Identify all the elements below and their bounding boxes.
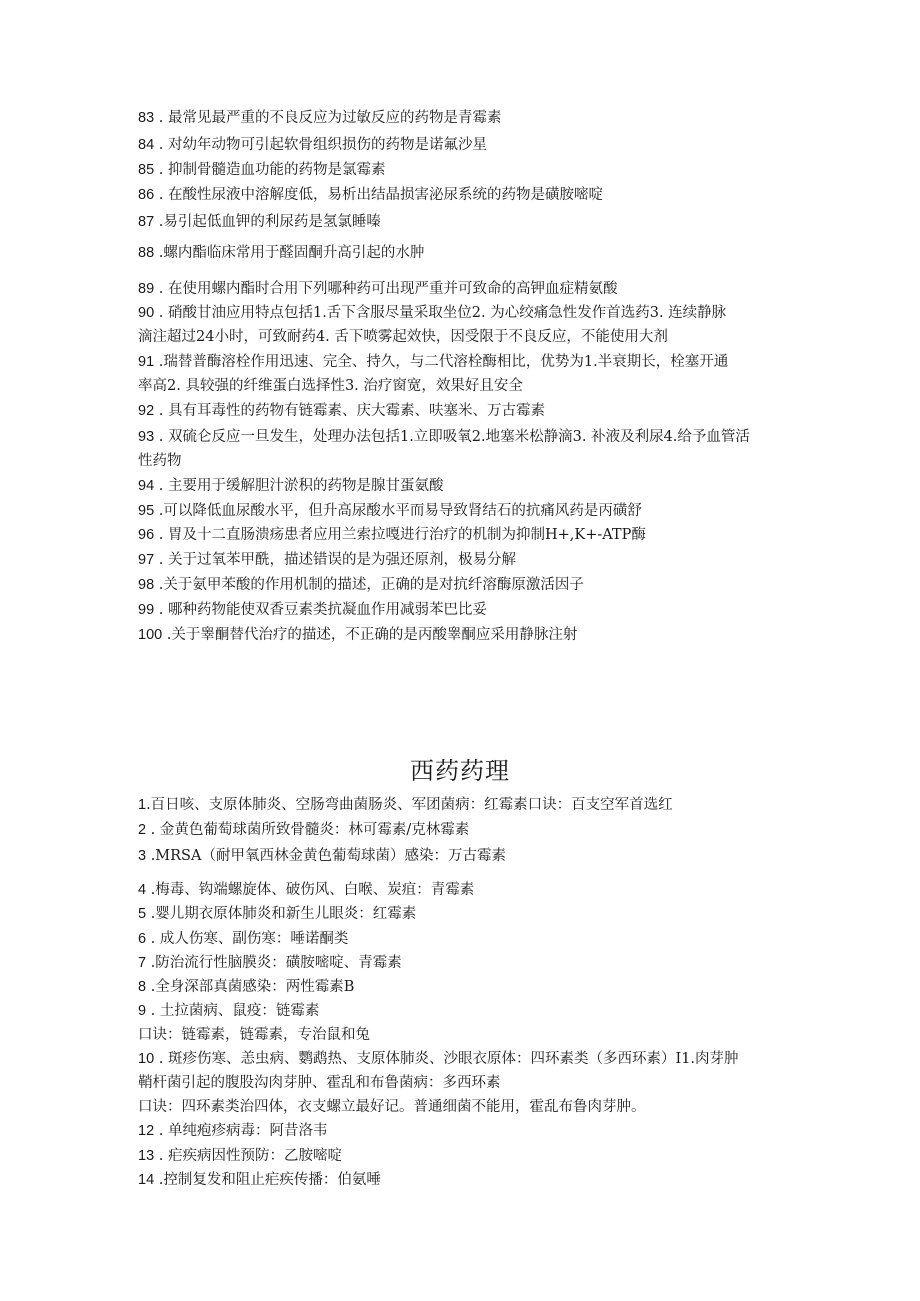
- item-number: 12: [138, 1123, 155, 1139]
- list-item: [138, 525, 646, 545]
- item-number: 1: [138, 797, 147, 813]
- item-number: 88: [138, 245, 155, 261]
- list-item: [138, 795, 673, 815]
- list-item-continuation: [138, 451, 182, 471]
- item-text: . 对幼年动物可引起软骨组织损伤的药物是诺氟沙星: [154, 137, 487, 153]
- list-item: [138, 160, 385, 180]
- item-text: .螺内酯临床常用于醛固酮升高引起的水肿: [154, 245, 425, 261]
- item-text: . 抑制骨髓造血功能的药物是氯霉素: [154, 162, 386, 178]
- list-item: [138, 501, 642, 521]
- item-number: 99: [138, 602, 155, 618]
- item-text: .关于睾酮替代治疗的描述，不正确的是丙酸睾酮应采用静脉注射: [162, 627, 578, 643]
- item-text: .百日咳、支原体肺炎、空肠弯曲菌肠炎、军团菌病：红霉素口诀：百支空军首选红: [146, 797, 673, 813]
- item-text: 口诀：链霉素，链霉素，专治鼠和兔: [138, 1027, 370, 1043]
- item-text: . 双硫仑反应一旦发生，处理办法包括1.立即吸氧2.地塞米松静滴3. 补液及利尿4.给予血管活: [154, 429, 750, 445]
- item-number: 84: [138, 137, 155, 153]
- item-text: . 关于过氧苯甲酰，描述错误的是为强还原剂，极易分解: [154, 552, 516, 568]
- list-item: [138, 550, 516, 570]
- list-item: [138, 427, 750, 447]
- item-text: .可以降低血尿酸水平，但升高尿酸水平而易导致肾结石的抗痛风药是丙磺舒: [154, 503, 642, 519]
- item-number: 5: [138, 906, 147, 922]
- item-number: 3: [138, 848, 147, 864]
- item-number: 93: [138, 429, 155, 445]
- list-item: [138, 243, 424, 263]
- item-number: 83: [138, 110, 155, 126]
- item-text: . 金黄色葡萄球菌所致骨髓炎：林可霉素/克林霉素: [146, 822, 470, 838]
- section-title: 西药药理: [410, 757, 510, 785]
- item-text: . 具有耳毒性的药物有链霉素、庆大霉素、呋塞米、万古霉素: [154, 403, 545, 419]
- item-number: 100: [138, 627, 163, 643]
- item-number: 89: [138, 281, 155, 297]
- list-item: [138, 352, 728, 372]
- item-text: . 主要用于缓解胆汁淤积的药物是腺甘蛋氨酸: [154, 478, 444, 494]
- item-text: .易引起低血钾的利尿药是氢氯睡嗪: [154, 214, 381, 230]
- list-item: [138, 1170, 381, 1190]
- item-number: 6: [138, 931, 147, 947]
- list-item-continuation: [138, 1097, 646, 1117]
- item-number: 85: [138, 162, 155, 178]
- item-text: . 单纯疱疹病毒：阿昔洛韦: [154, 1123, 328, 1139]
- item-text: . 在使用螺内酯时合用下列哪种药可出现严重并可致命的高钾血症精氨酸: [154, 281, 618, 297]
- item-text: . 疟疾病因性预防：乙胺嘧啶: [154, 1148, 342, 1164]
- list-item: [138, 279, 617, 299]
- item-number: 7: [138, 955, 147, 971]
- item-number: 13: [138, 1148, 155, 1164]
- list-item: [138, 1146, 342, 1166]
- list-item-continuation: [138, 376, 523, 396]
- item-text: . 在酸性尿液中溶解度低，易析出结晶损害泌尿系统的药物是磺胺嘧啶: [154, 187, 603, 203]
- item-text: 率高2. 具较强的纤维蛋白选择性3. 治疗窗宽，效果好且安全: [138, 378, 523, 394]
- list-item: [138, 846, 506, 866]
- item-number: 86: [138, 187, 155, 203]
- item-number: 2: [138, 822, 147, 838]
- item-text: . 斑疹伤寒、恙虫病、鹦鹉热、支原体肺炎、沙眼衣原体：四环素类（多西环素）I1.肉芽肿: [154, 1051, 739, 1067]
- list-item-continuation: [138, 327, 668, 347]
- item-number: 96: [138, 527, 155, 543]
- list-item: [138, 820, 469, 840]
- list-item: [138, 108, 501, 128]
- list-item: [138, 977, 354, 997]
- list-item-continuation: [138, 1025, 370, 1045]
- list-item: [138, 904, 416, 924]
- item-text: .瑞替普酶溶栓作用迅速、完全、持久，与二代溶栓酶相比，优势为1.半衰期长，栓塞开通: [154, 354, 729, 370]
- item-text: . 哪种药物能使双香豆素类抗凝血作用减弱苯巴比妥: [154, 602, 487, 618]
- item-text: .MRSA（耐甲氧西林金黄色葡萄球菌）感染：万古霉素: [146, 848, 506, 864]
- item-number: 97: [138, 552, 155, 568]
- list-item: [138, 575, 584, 595]
- item-number: 94: [138, 478, 155, 494]
- list-item-continuation: [138, 1073, 501, 1093]
- list-item: [138, 476, 443, 496]
- item-text: .控制复发和阻止疟疾传播：伯氨唾: [154, 1172, 381, 1188]
- item-number: 91: [138, 354, 155, 370]
- item-text: 鞘杆菌引起的腹股沟肉芽肿、霍乱和布鲁菌病：多西环素: [138, 1075, 501, 1091]
- item-text: .全身深部真菌感染：两性霉素B: [146, 979, 355, 995]
- list-item: [138, 185, 603, 205]
- item-text: 性药物: [138, 453, 182, 469]
- item-number: 14: [138, 1172, 155, 1188]
- item-number: 4: [138, 882, 147, 898]
- list-item: [138, 880, 474, 900]
- item-number: 8: [138, 979, 147, 995]
- item-number: 92: [138, 403, 155, 419]
- list-item: [138, 929, 348, 949]
- list-item: [138, 135, 487, 155]
- list-item: [138, 953, 402, 973]
- item-number: 87: [138, 214, 155, 230]
- item-text: . 土拉菌病、鼠疫：链霉素: [146, 1003, 320, 1019]
- item-text: .防治流行性脑膜炎：磺胺嘧啶、青霉素: [146, 955, 402, 971]
- item-text: .婴儿期衣原体肺炎和新生儿眼炎：红霉素: [146, 906, 417, 922]
- item-text: . 最常见最严重的不良反应为过敏反应的药物是青霉素: [154, 110, 502, 126]
- list-item: [138, 600, 487, 620]
- item-text: 滴注超过24小时，可致耐药4. 舌下喷雾起效快，因受限于不良反应，不能使用大剂: [138, 329, 668, 345]
- list-item: [138, 625, 577, 645]
- list-item: [138, 401, 545, 421]
- item-text: . 成人伤寒、副伤寒：唾诺酮类: [146, 931, 349, 947]
- list-item: [138, 212, 381, 232]
- list-item: [138, 1121, 327, 1141]
- item-number: 90: [138, 305, 155, 321]
- item-text: . 胃及十二直肠溃疡患者应用兰索拉嘎进行治疗的机制为抑制H+,K+-ATP酶: [154, 527, 646, 543]
- list-item: [138, 1001, 319, 1021]
- list-item: [138, 303, 726, 323]
- item-number: 98: [138, 577, 155, 593]
- item-number: 95: [138, 503, 155, 519]
- item-text: .关于氨甲苯酸的作用机制的描述，正确的是对抗纤溶酶原激活因子: [154, 577, 584, 593]
- list-item: [138, 1049, 739, 1069]
- item-number: 10: [138, 1051, 155, 1067]
- item-text: . 硝酸甘油应用特点包括1.舌下含服尽量采取坐位2. 为心绞痛急性发作首选药3. 连续静脉: [154, 305, 727, 321]
- item-number: 9: [138, 1003, 147, 1019]
- item-text: .梅毒、钩端螺旋体、破伤风、白喉、炭疽：青霉素: [146, 882, 475, 898]
- item-text: 口诀：四环素类治四体，衣支螺立最好记。普通细菌不能用，霍乱布鲁肉芽肿。: [138, 1099, 646, 1115]
